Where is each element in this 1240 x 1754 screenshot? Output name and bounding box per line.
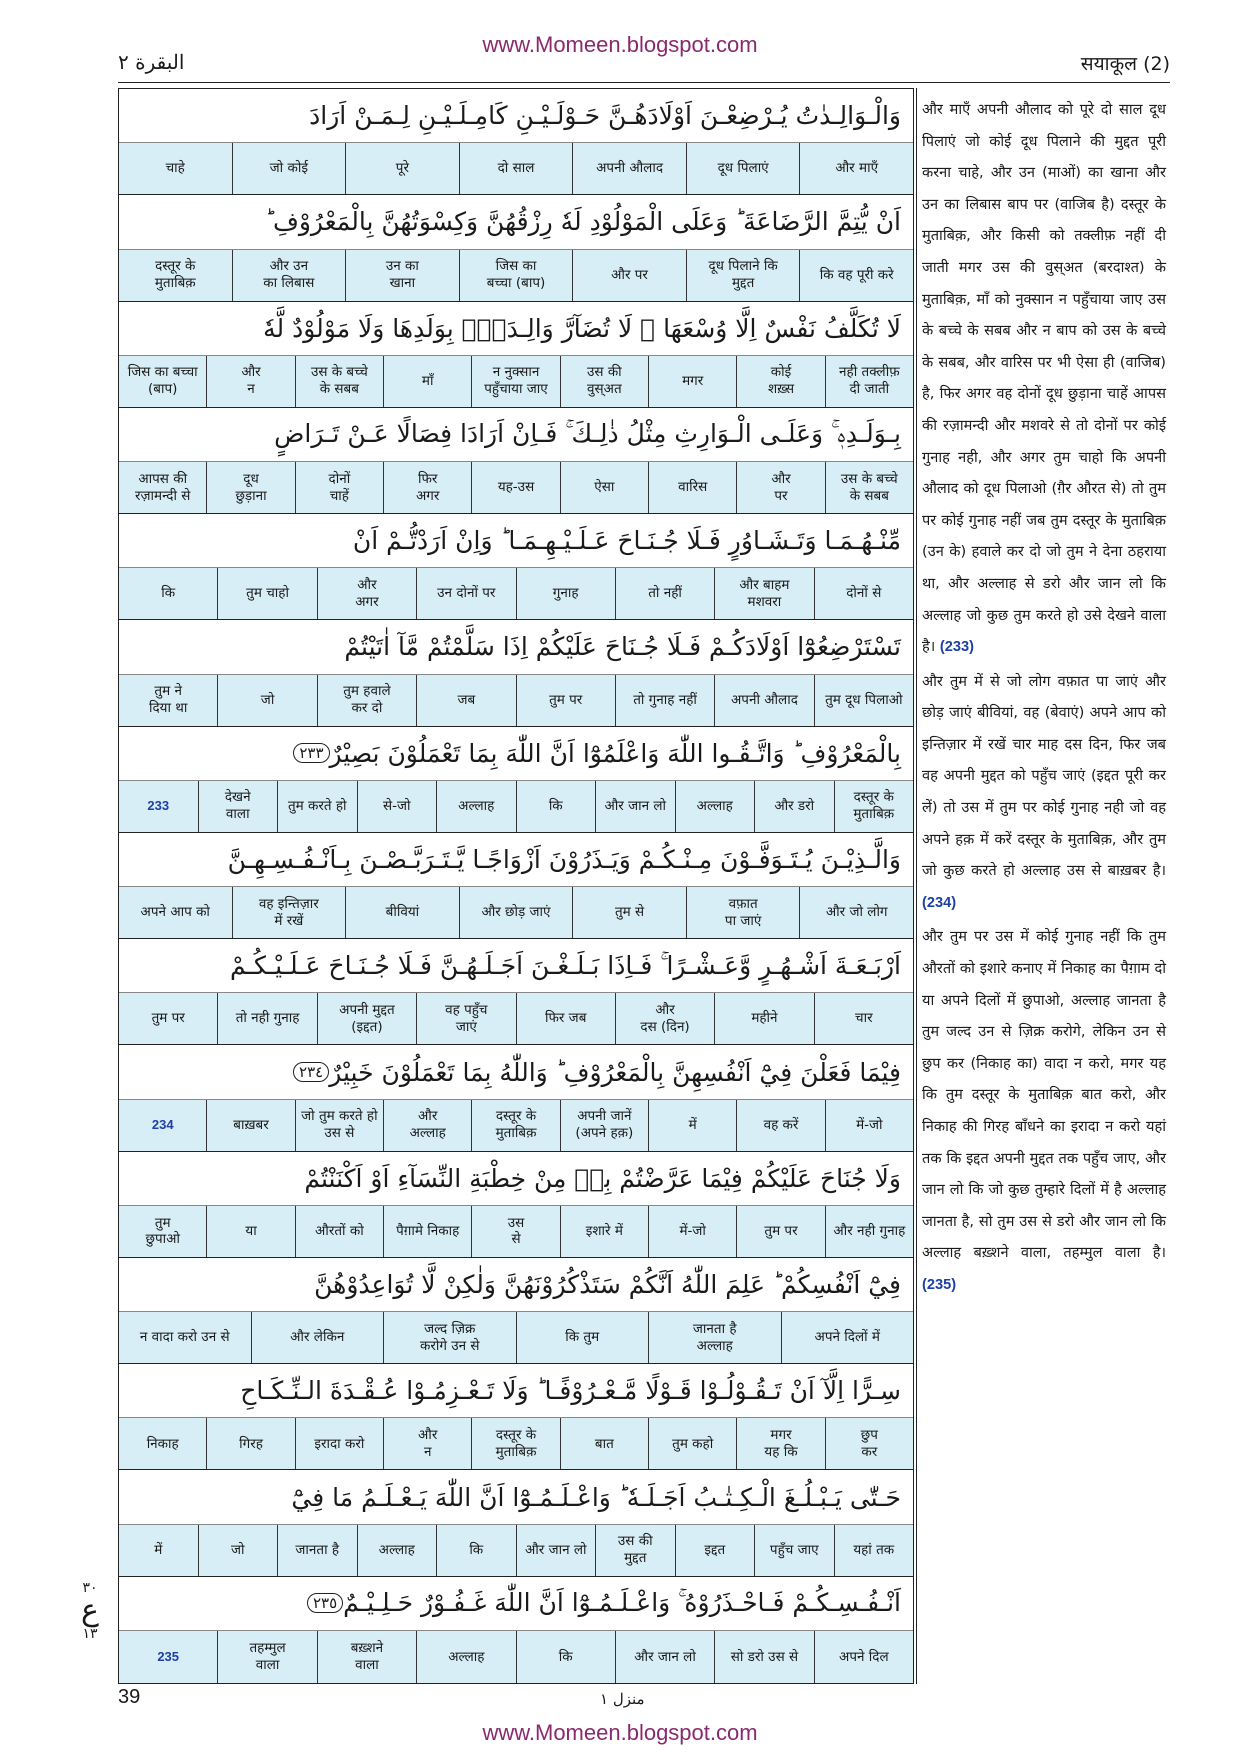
gloss-row	[119, 887, 913, 939]
gloss-row	[119, 356, 913, 408]
gloss-cell: सो डरो उस से	[714, 1631, 813, 1683]
arabic-verse-line	[119, 514, 913, 568]
gloss-row	[119, 1631, 913, 1683]
gloss-cell: तुम कहो	[648, 1418, 736, 1469]
translation-paragraph	[922, 666, 1166, 920]
gloss-cell: पैग़ामे निकाह	[383, 1206, 471, 1257]
gloss-cell: तो नही गुनाह	[217, 993, 316, 1044]
gloss-row	[119, 993, 913, 1045]
gloss-cell: गिरह	[206, 1418, 294, 1469]
gloss-cell: बात	[560, 1418, 648, 1469]
gloss-cell: न नुक्सान पहुँचाया जाए	[471, 356, 559, 407]
gloss-cell: जल्द ज़िक्र करोगे उन से	[383, 1312, 516, 1363]
gloss-cell: छुप कर	[825, 1418, 913, 1469]
gloss-cell: तुम पर	[736, 1206, 824, 1257]
gloss-cell: तुम से	[572, 887, 686, 938]
arabic-verse-line	[119, 1045, 913, 1099]
gloss-cell: मगर	[648, 356, 736, 407]
gloss-cell: मगर यह कि	[736, 1418, 824, 1469]
gloss-cell: वह इन्तिज़ार में रखें	[232, 887, 346, 938]
gloss-cell: अपनी जानें (अपने हक़)	[560, 1100, 648, 1151]
gloss-cell: और डरो	[754, 781, 834, 832]
gloss-cell: उन का खाना	[345, 250, 459, 301]
gloss-cell: न वादा करो उन से	[139, 1329, 230, 1346]
gloss-cell: अल्लाह	[357, 1525, 437, 1576]
gloss-cell: बाख़बर	[206, 1100, 294, 1151]
gloss-cell: दस्तूर के मुताबिक़	[154, 258, 196, 292]
gloss-cell: और उन का लिबास	[232, 250, 346, 301]
gloss-cell: जो	[198, 1525, 278, 1576]
ruku-marker-top: ٣٠	[82, 1580, 98, 1596]
gloss-cell: अपने दिलों में	[781, 1312, 914, 1363]
gloss-row	[119, 781, 913, 833]
gloss-cell: इद्दत	[675, 1525, 755, 1576]
gloss-cell: तो नहीं	[615, 568, 714, 619]
arabic-text: فِيْٓ اَنْفُسِكُمْ ؕ عَلِمَ اللّٰهُ اَنَّكُمْ سَتَذْكُرُوْنَهُنَّ وَلٰكِنْ لَّا تُوَاعِدُوْهُنَّ	[314, 1270, 901, 1300]
gloss-row	[119, 1100, 913, 1152]
arabic-verse-line	[119, 1470, 913, 1524]
gloss-cell: तुम छुपाओ	[145, 1214, 180, 1248]
gloss-row	[119, 1418, 913, 1470]
gloss-cell: दस्तूर के मुताबिक़	[471, 1100, 559, 1151]
gloss-cell: अपने आप को	[140, 904, 210, 921]
gloss-row	[119, 1525, 913, 1577]
gloss-cell: में	[648, 1100, 736, 1151]
gloss-row	[119, 675, 913, 727]
gloss-cell: से-जो	[357, 781, 437, 832]
gloss-cell: अपने दिल	[814, 1631, 913, 1683]
verse-number: (235)	[922, 1276, 957, 1293]
gloss-cell: और अगर	[317, 568, 416, 619]
arabic-verse-line	[119, 939, 913, 993]
gloss-cell: ऐसा	[560, 462, 648, 513]
gloss-cell: कोई शख़्स	[736, 356, 824, 407]
gloss-cell: जिस का बच्चा (बाप)	[459, 250, 573, 301]
gloss-cell: और न	[383, 1418, 471, 1469]
gloss-cell: जो कोई	[232, 143, 346, 194]
gloss-cell: अल्लाह	[416, 1631, 515, 1683]
gloss-cell: चार	[814, 993, 913, 1044]
gloss-cell: बख़्शने वाला	[317, 1631, 416, 1683]
gloss-cell: औरतों को	[295, 1206, 383, 1257]
gloss-cell: तुम पर	[151, 1010, 185, 1027]
gloss-cell: तुम दूध पिलाओ	[814, 675, 913, 726]
gloss-cell: उस से	[471, 1206, 559, 1257]
ruku-marker	[72, 1580, 108, 1642]
gloss-cell: जानता है अल्लाह	[648, 1312, 781, 1363]
gloss-cell: वारिस	[648, 462, 736, 513]
gloss-cell: दूध पिलाएं	[686, 143, 800, 194]
para-header: सयाकूल (2)	[1080, 53, 1170, 75]
gloss-cell: गुनाह	[516, 568, 615, 619]
arabic-verse-line	[119, 1258, 913, 1312]
gloss-row	[119, 143, 913, 195]
gloss-cell: और छोड़ जाएं	[459, 887, 573, 938]
arabic-verse-line	[119, 195, 913, 249]
gloss-cell: तुम हवाले कर दो	[317, 675, 416, 726]
gloss-cell: में-जो	[648, 1206, 736, 1257]
gloss-cell: वफ़ात पा जाएं	[686, 887, 800, 938]
ruku-marker-bottom: ١٣	[82, 1626, 98, 1642]
gloss-cell: जब	[416, 675, 515, 726]
gloss-cell: और पर	[572, 250, 686, 301]
gloss-cell: फिर अगर	[383, 462, 471, 513]
ayah-number-marker: ٢٣٣	[293, 743, 329, 763]
gloss-cell: पूरे	[345, 143, 459, 194]
gloss-cell: तुम ने दिया था	[148, 683, 188, 717]
gloss-row	[119, 1312, 913, 1364]
arabic-text: حَـتّٰى يَـبْـلُـغَ الْـكِـتٰـبُ اَجَـلَـهٗ ؕ وَاعْـلَـمُـوْٓا اَنَّ اللّٰهَ يَـعْـلَـمُ مَا فِيْٓ	[291, 1482, 901, 1512]
gloss-cell: और नही गुनाह	[825, 1206, 913, 1257]
gloss-cell: उस के बच्चे के सबब	[295, 356, 383, 407]
column-divider	[916, 88, 917, 1684]
header-rule	[118, 82, 1170, 83]
gloss-cell: जो तुम करते हो उस से	[295, 1100, 383, 1151]
gloss-cell: दूध छुड़ाना	[206, 462, 294, 513]
gloss-cell: अल्लाह	[675, 781, 755, 832]
gloss-row	[119, 250, 913, 302]
gloss-cell: तुम चाहो	[217, 568, 316, 619]
gloss-cell: जो	[217, 675, 316, 726]
verse-number: (233)	[939, 639, 974, 656]
gloss-cell: पहुँच जाए	[754, 1525, 834, 1576]
gloss-cell: बीवियां	[345, 887, 459, 938]
gloss-cell: और लेकिन	[251, 1312, 384, 1363]
gloss-cell: अपनी औलाद	[714, 675, 813, 726]
verse-number-cell: 233	[147, 798, 170, 814]
gloss-cell: चाहे	[165, 160, 185, 177]
gloss-cell: तुम पर	[516, 675, 615, 726]
word-by-word-table	[118, 88, 914, 1684]
gloss-cell: जानता है	[277, 1525, 357, 1576]
gloss-cell: वह पहुँच जाएं	[416, 993, 515, 1044]
gloss-cell: या	[206, 1206, 294, 1257]
gloss-cell: दूध पिलाने कि मुद्दत	[686, 250, 800, 301]
gloss-cell: और पर	[736, 462, 824, 513]
translation-text: और माएँ अपनी औलाद को पूरे दो साल दूध पिलाएं जो कोई दूध पिलाने की मुद्दत पूरी करना चाहे, और उन (माओं) का खाना और उन का लिबास बाप पर (वाजिब है) दस्तूर के मुताबिक़, और किसी को तक्लीफ़ नहीं दी जाती मगर उस की वुस्अत (बरदाश्त) के मुताबिक़, माँ को नुक्सान न पहुँचाया जाए उस के बच्चे के सबब और न बाप को उस के बच्चे के सबब, और वारिस पर भी ऐसा ही (वाजिब) है, फिर अगर वह दोनों दूध छुड़ाना चाहें आपस की रज़ामन्दी और मशवरे से तो दोनों पर कोई गुनाह नही, और अगर तुम चाहो कि अपनी औलाद को दूध पिलाओ (ग़ैर औरत से) तो तुम पर कोई गुनाह नहीं जब तुम दस्तूर के मुताबिक़ (उन के) हवाले कर दो जो तुम ने देना ठहराया था, और अल्लाह से डरो और जान लो कि अल्लाह जो कुछ तुम करते हो उसे देखने वाला है।	[922, 101, 1166, 656]
gloss-row	[119, 462, 913, 514]
arabic-text: تَسْتَرْضِعُوْٓا اَوْلَادَكُـمْ فَـلَا جُـنَاحَ عَلَيْكُمْ اِذَا سَلَّمْتُمْ مَّآ اٰتَيْتُمْ	[344, 632, 901, 662]
gloss-cell: इरादा करो	[295, 1418, 383, 1469]
gloss-cell: फिर जब	[516, 993, 615, 1044]
gloss-cell: कि तुम	[516, 1312, 649, 1363]
gloss-cell: कि वह पूरी करे	[799, 250, 913, 301]
gloss-cell: में	[154, 1541, 163, 1558]
gloss-cell: तो गुनाह नहीं	[615, 675, 714, 726]
arabic-text: اَنْـفُـسِـكُـمْ فَـاحْـذَرُوْهُ ۚ وَاعْـلَـمُـوْٓا اَنَّ اللّٰهَ غَـفُـوْرٌ حَـلِـيْـمٌ	[343, 1588, 901, 1618]
gloss-row	[119, 568, 913, 620]
ayah-number-marker: ٢٣٤	[293, 1062, 329, 1082]
gloss-cell: नही तक्लीफ़ दी जाती	[825, 356, 913, 407]
gloss-cell: दो साल	[459, 143, 573, 194]
arabic-verse-line	[119, 1152, 913, 1206]
arabic-verse-line	[119, 727, 913, 781]
verse-number: (234)	[922, 894, 957, 911]
gloss-cell: निकाह	[146, 1435, 179, 1452]
gloss-cell: अपनी औलाद	[572, 143, 686, 194]
arabic-text: اَنْ يُّتِمَّ الرَّضَاعَةَ ؕ وَعَلَى الْمَوْلُوْدِ لَهٗ رِزْقُهُنَّ وَكِسْوَتُهُنَّ بِالْمَعْرُوْفِ ؕ	[265, 207, 901, 237]
gloss-cell: अपनी मुद्दत (इद्दत)	[317, 993, 416, 1044]
gloss-cell: वह करें	[736, 1100, 824, 1151]
gloss-cell: और न	[206, 356, 294, 407]
arabic-verse-line	[119, 1577, 913, 1631]
gloss-cell: कि	[161, 585, 176, 602]
gloss-cell: तुम करते हो	[277, 781, 357, 832]
arabic-text: بِـوَلَـدِهٖ ۚ وَعَلَـى الْـوَارِثِ مِثْلُ ذٰلِـكَ ۚ فَـاِنْ اَرَادَا فِصَالًا عَـنْ تَـرَاضٍ	[274, 419, 901, 449]
gloss-cell: और जान लो	[615, 1631, 714, 1683]
gloss-cell: उन दोनों पर	[416, 568, 515, 619]
arabic-verse-line	[119, 302, 913, 356]
ayah-number-marker: ٢٣٥	[307, 1593, 343, 1613]
gloss-cell: दोनों चाहें	[295, 462, 383, 513]
gloss-cell: कि	[436, 1525, 516, 1576]
gloss-cell: उस की वुस्अत	[560, 356, 648, 407]
gloss-cell: दोनों से	[814, 568, 913, 619]
arabic-text: سِـرًّا اِلَّآ اَنْ تَـقُـوْلُـوْا قَـوْلًا مَّـعْـرُوْفًـا ؕ وَلَا تَـعْـزِمُـوْا عُـقْـدَةَ الـنِّـكَـاحِ	[240, 1376, 901, 1406]
gloss-cell: और जो लोग	[799, 887, 913, 938]
translation-text: और तुम में से जो लोग वफ़ात पा जाएं और छोड़ जाएं बीवियां, वह (बेवाएं) अपने आप को इन्तिज़ार में रखें चार माह दस दिन, फिर जब वह अपनी मुद्दत को पहुँच जाएं (इद्दत पूरी कर लें) तो उस में तुम पर कोई गुनाह नही जो वह अपने हक़ में करें दस्तूर के मुताबिक़, और तुम जो कुछ करते हो अल्लाह उस से बाख़बर है।	[922, 672, 1166, 880]
gloss-cell: में-जो	[825, 1100, 913, 1151]
site-url-top[interactable]: www.Momeen.blogspot.com	[482, 32, 758, 57]
translation-paragraph	[922, 921, 1166, 1301]
gloss-cell: और जान लो	[516, 1525, 596, 1576]
gloss-cell: दस्तूर के मुताबिक़	[834, 781, 914, 832]
gloss-cell: और अल्लाह	[383, 1100, 471, 1151]
gloss-cell: माँ	[383, 356, 471, 407]
gloss-cell: देखने वाला	[198, 781, 278, 832]
arabic-text: لَا تُكَلَّفُ نَفْسٌ اِلَّا وُسْعَهَا ۚ لَا تُضَآرَّ وَالِـدَةٌۢ بِوَلَدِهَا وَلَا مَوْلُوْدٌ لَّهٗ	[263, 313, 901, 343]
gloss-cell: और माएँ	[799, 143, 913, 194]
arabic-text: فِيْمَا فَعَلْنَ فِيْٓ اَنْفُسِهِنَّ بِالْمَعْرُوْفِ ؕ وَاللّٰهُ بِمَا تَعْمَلُوْنَ خَبِيْرٌ	[329, 1057, 901, 1087]
translation-paragraph	[922, 94, 1166, 664]
arabic-text: اَرْبَـعَـةَ اَشْـهُـرٍ وَّعَـشْـرًا ۚ فَـاِذَا بَـلَـغْـنَ اَجَـلَـهُـنَّ فَـلَا جُـنَـاحَ عَـلَـيْـكُـمْ	[230, 950, 901, 980]
gloss-cell: जिस का बच्चा (बाप)	[127, 364, 198, 398]
gloss-row	[119, 1206, 913, 1258]
hindi-translation-column	[922, 94, 1166, 1304]
arabic-text: بِالْمَعْرُوْفِ ؕ وَاتَّـقُـوا اللّٰهَ وَاعْلَمُوْٓا اَنَّ اللّٰهَ بِمَا تَعْمَلُوْنَ بَصِيْرٌ	[329, 738, 901, 768]
arabic-text: وَالَّـذِيْـنَ يُـتَـوَفَّـوْنَ مِـنْـكُـمْ وَيَـذَرُوْنَ اَزْوَاجًـا يَّـتَـرَبَّـصْـنَ بِـاَنْـفُـسِـهِـنَّ	[227, 844, 901, 874]
arabic-text: وَلَا جُنَاحَ عَلَيْكُمْ فِيْمَا عَرَّضْتُمْ بِهٖ مِنْ خِطْبَةِ النِّسَآءِ اَوْ اَكْنَنْتُمْ	[304, 1163, 901, 1193]
gloss-cell: कि	[516, 781, 596, 832]
verse-number-cell: 235	[157, 1648, 180, 1664]
arabic-verse-line	[119, 620, 913, 674]
gloss-cell: उस की मुद्दत	[595, 1525, 675, 1576]
arabic-text: مِّنْـهُـمَـا وَتَـشَـاوُرٍ فَـلَا جُـنَـاحَ عَـلَـيْـهِـمَـا ؕ وَاِنْ اَرَدْتُّـمْ اَنْ	[352, 526, 901, 556]
gloss-cell: आपस की रज़ामन्दी से	[135, 470, 191, 504]
gloss-cell: इशारे में	[560, 1206, 648, 1257]
arabic-verse-line	[119, 833, 913, 887]
gloss-cell: और बाहम मशवरा	[714, 568, 813, 619]
gloss-cell: तहम्मुल वाला	[217, 1631, 316, 1683]
gloss-cell: महीने	[714, 993, 813, 1044]
page-number: 39	[118, 1686, 141, 1708]
gloss-cell: यहां तक	[834, 1525, 914, 1576]
arabic-verse-line	[119, 1364, 913, 1418]
arabic-text: وَالْـوَالِـدٰتُ يُـرْضِعْـنَ اَوْلَادَهُـنَّ حَـوْلَـيْـنِ كَامِـلَـيْـنِ لِـمَـنْ اَرَادَ	[309, 101, 901, 131]
manzil-label: منزل ١	[600, 1690, 645, 1708]
translation-text: और तुम पर उस में कोई गुनाह नहीं कि तुम औरतों को इशारे कनाए में निकाह का पैग़ाम दो या अपने दिलों में छुपाओ, अल्लाह जानता है तुम जल्द उन से ज़िक्र करोगे, लेकिन उन से छुप कर (निकाह का) वादा न करो, मगर यह कि तुम दस्तूर के मुताबिक़ बात करो, और निकाह की गिरह बाँधने का इरादा न करो यहां तक कि इद्दत अपनी मुद्दत तक पहुँच जाए, और जान लो कि जो कुछ तुम्हारे दिलों में है अल्लाह जानता है, सो तुम उस से डरो और जान लो कि अल्लाह बख़्शने वाला, तहम्मुल वाला है।	[922, 928, 1166, 1262]
gloss-cell: और दस (दिन)	[615, 993, 714, 1044]
gloss-cell: अल्लाह	[436, 781, 516, 832]
surah-header: البقرة ٢	[118, 50, 185, 74]
arabic-verse-line	[119, 89, 913, 143]
verse-number-cell: 234	[151, 1117, 174, 1133]
gloss-cell: कि	[516, 1631, 615, 1683]
site-url-bottom[interactable]: www.Momeen.blogspot.com	[482, 1720, 758, 1745]
gloss-cell: यह-उस	[471, 462, 559, 513]
gloss-cell: उस के बच्चे के सबब	[825, 462, 913, 513]
ruku-marker-main: ع	[81, 1593, 99, 1628]
gloss-cell: और जान लो	[595, 781, 675, 832]
arabic-verse-line	[119, 408, 913, 462]
gloss-cell: दस्तूर के मुताबिक़	[471, 1418, 559, 1469]
